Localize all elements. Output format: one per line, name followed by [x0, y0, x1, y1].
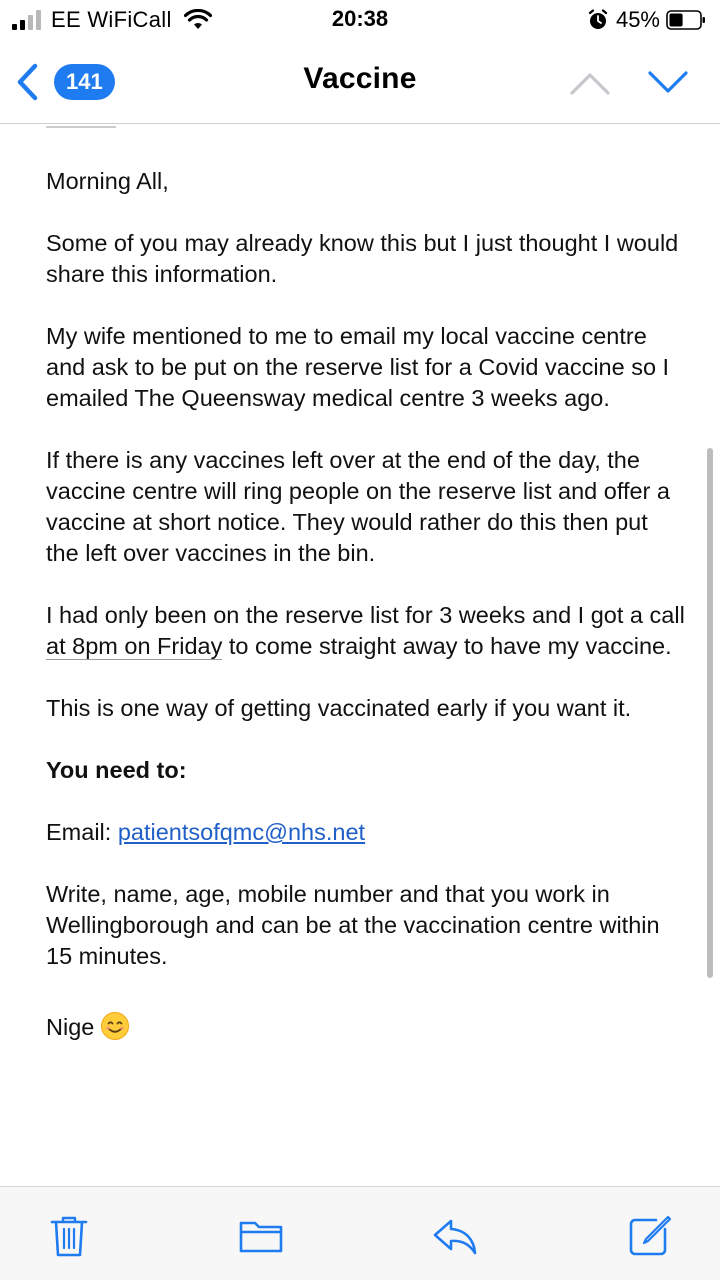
bottom-toolbar [0, 1186, 720, 1280]
email-address-link[interactable]: patientsofqmc@nhs.net [117, 819, 366, 845]
folder-icon[interactable] [238, 1213, 284, 1259]
trash-icon[interactable] [46, 1213, 92, 1259]
paragraph-6: Write, name, age, mobile number and that you work in Wellingborough and can be at the vaccination centre within 15 minutes. [46, 881, 660, 969]
instructions-heading: You need to: [46, 757, 187, 783]
smiling-face-emoji [100, 1011, 130, 1041]
battery-percent: 45% [615, 7, 660, 32]
email-label: Email: [46, 819, 118, 845]
signoff-name: Nige [46, 1014, 95, 1040]
status-bar [0, 0, 720, 40]
paragraph-3: If there is any vaccines left over at the end of the day, the vaccine centre will ring people on the reserve list and offer a vaccine at short notice. They would rather do this then put the left over vaccines in the bin. [46, 447, 670, 566]
paragraph-5: This is one way of getting vaccinated early if you want it. [46, 695, 632, 721]
date-detected-link[interactable]: at 8pm on Friday [46, 633, 223, 659]
reply-icon[interactable] [432, 1213, 478, 1259]
paragraph-4-end: to come straight away to have my vaccine. [222, 633, 672, 659]
battery-icon [666, 10, 706, 30]
page-title: Vaccine [303, 62, 417, 95]
carrier-label: EE WiFiCall [51, 7, 172, 32]
paragraph-1: Some of you may already know this but I just thought I would share this information. [46, 230, 679, 287]
greeting-text: Morning All, [46, 168, 169, 194]
email-body [46, 124, 686, 1043]
chevron-up-icon[interactable] [568, 68, 612, 98]
chevron-down-icon[interactable] [646, 68, 690, 98]
paragraph-2: My wife mentioned to me to email my local vaccine centre and ask to be put on the reserve list for a Covid vaccine so I emailed The Queensway medical centre 3 weeks ago. [46, 323, 670, 411]
status-time: 20:38 [331, 6, 389, 31]
nav-bar [0, 40, 720, 124]
paragraph-4-start: I had only been on the reserve list for 3 weeks and I got a call [46, 602, 685, 628]
scrollbar[interactable] [707, 448, 713, 978]
paragraph-4 [46, 600, 686, 662]
mailbox-count-badge[interactable]: 141 [54, 64, 115, 100]
email-line [46, 817, 686, 848]
alarm-icon [588, 9, 608, 31]
signoff-line [46, 1011, 686, 1043]
compose-icon[interactable] [626, 1213, 672, 1259]
clipped-previous-text [46, 124, 686, 134]
status-right [588, 6, 706, 34]
